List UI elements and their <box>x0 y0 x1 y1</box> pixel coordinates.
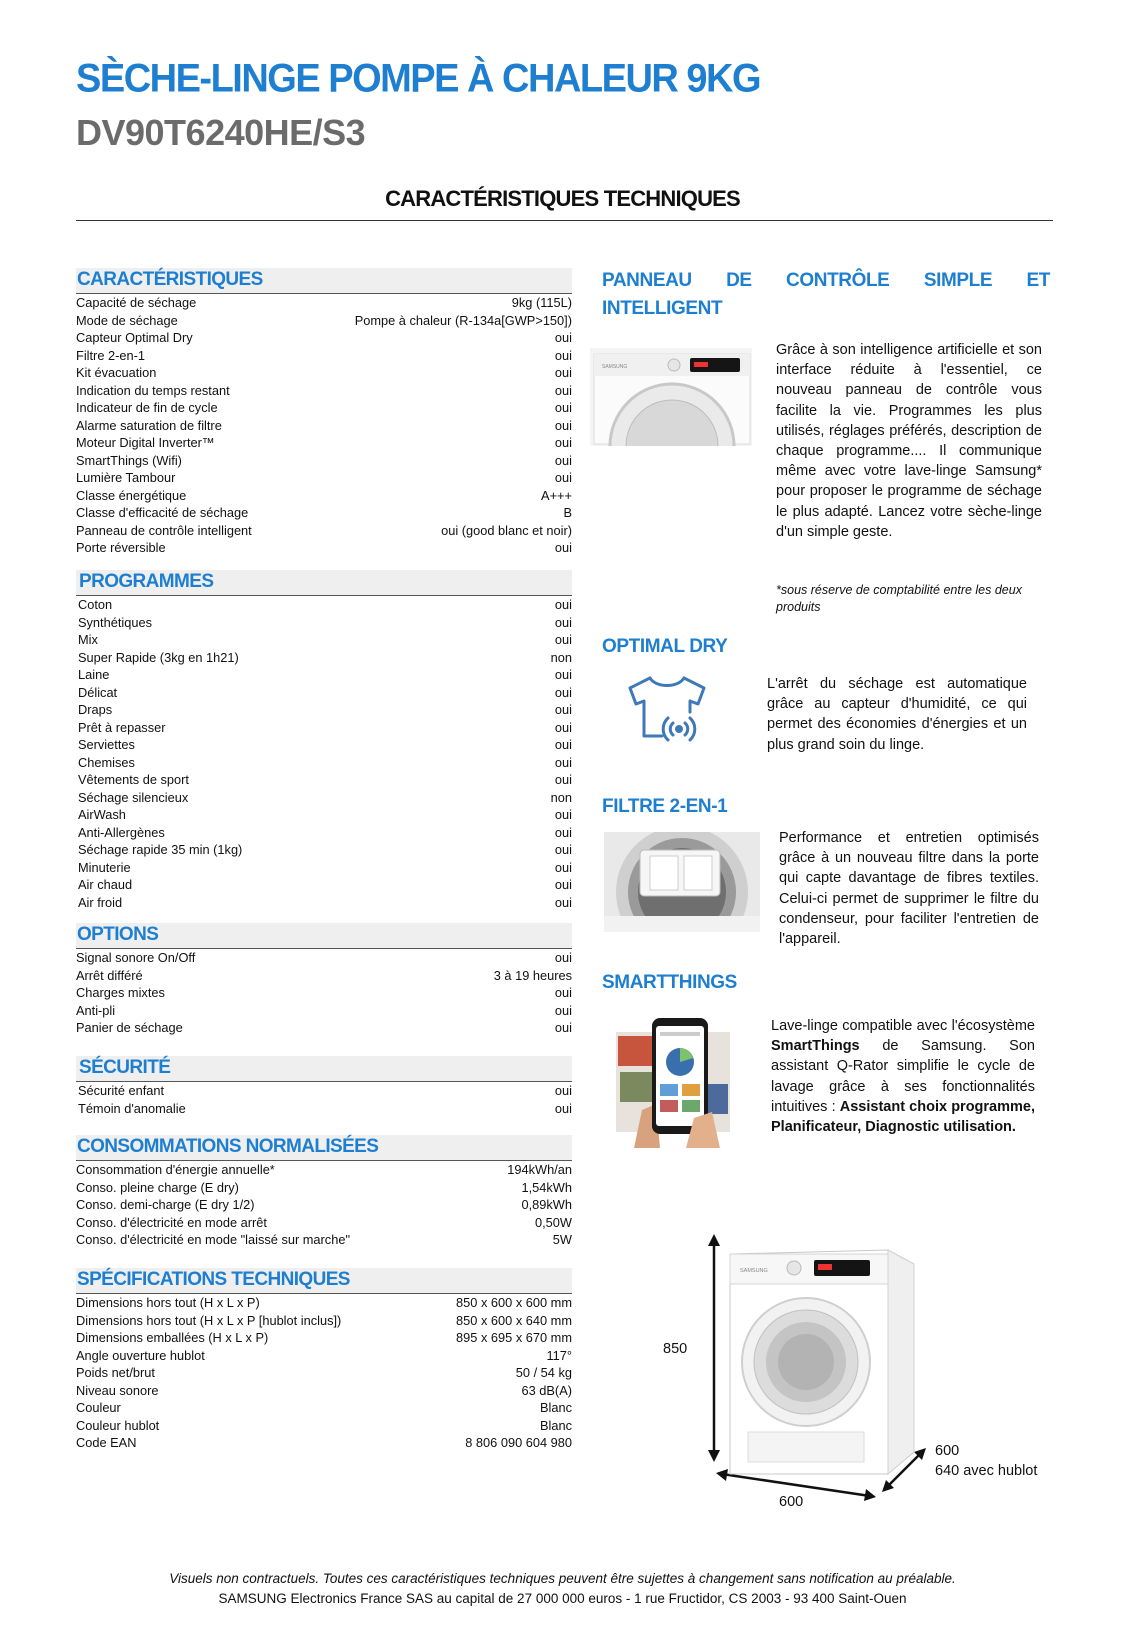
spec-label: Arrêt différé <box>76 967 143 983</box>
spec-value: oui <box>554 417 572 433</box>
spec-row <box>76 1082 572 1100</box>
spec-row <box>76 967 572 985</box>
smartthings-features: Assistant choix programme, Planificateur, Diagnostic utilisation. <box>771 1098 1035 1136</box>
spec-label: Dimensions emballées (H x L x P) <box>76 1330 269 1345</box>
spec-label: Signal sonore On/Off <box>76 950 196 965</box>
feature-title-filtre: FILTRE 2-EN-1 <box>602 796 728 817</box>
spec-row <box>76 754 572 772</box>
spec-label: Angle ouverture hublot <box>76 1347 205 1363</box>
feature-title-panneau: PANNEAU DE CONTRÔLE SIMPLE ET INTELLIGENT <box>602 270 1050 319</box>
spec-label: Dimensions hors tout (H x L x P) <box>76 1295 260 1310</box>
feature-text-smartthings <box>771 1016 1035 1137</box>
spec-value: oui <box>554 667 572 682</box>
spec-label: Air chaud <box>78 877 133 892</box>
spec-label: Mode de séchage <box>76 312 178 328</box>
spec-label: Séchage silencieux <box>78 789 189 805</box>
spec-value: oui <box>554 985 572 1000</box>
spec-label: Classe énergétique <box>76 487 187 503</box>
spec-row <box>76 1161 572 1179</box>
spec-value: oui <box>554 597 572 612</box>
section-title: PROGRAMMES <box>79 571 214 592</box>
spec-label: Panneau de contrôle intelligent <box>76 522 252 538</box>
spec-value: oui <box>554 684 572 700</box>
spec-label: Niveau sonore <box>76 1382 159 1398</box>
spec-label: Air froid <box>78 894 123 910</box>
section-specifications <box>76 1268 572 1452</box>
spec-value: non <box>550 649 572 665</box>
spec-row <box>76 1312 572 1330</box>
spec-value: 117° <box>546 1347 572 1363</box>
section-header <box>76 268 572 294</box>
feature-title-smartthings: SMARTTHINGS <box>602 972 737 993</box>
tshirt-sensor-icon <box>624 672 710 744</box>
spec-label: Vêtements de sport <box>78 772 189 787</box>
spec-value: 0,50W <box>535 1214 572 1230</box>
section-caracteristiques <box>76 268 572 557</box>
spec-value: oui <box>554 400 572 415</box>
section-programmes <box>76 570 572 911</box>
spec-label: Conso. demi-charge (E dry 1/2) <box>76 1197 255 1212</box>
spec-row <box>76 469 572 487</box>
spec-label: Conso. d'électricité en mode "laissé sur marche" <box>76 1232 350 1247</box>
spec-row <box>76 984 572 1002</box>
spec-label: Lumière Tambour <box>76 470 176 485</box>
spec-row <box>76 417 572 435</box>
spec-value: oui <box>554 614 572 630</box>
feature-text-filtre: Performance et entretien optimisés grâce à un nouveau filtre dans la porte qui capte davantage de fibres textiles. Celui-ci permet de supprimer le filtre du condenseur, pour faciliter l'entretien de l'appareil. <box>779 830 1039 948</box>
section-title: OPTIONS <box>77 924 159 945</box>
spec-value: oui <box>554 632 572 647</box>
spec-row <box>76 434 572 452</box>
spec-value: oui <box>554 737 572 752</box>
section-header <box>76 923 572 949</box>
spec-row <box>76 452 572 470</box>
smartthings-text-2: de Samsung. Son assistant Q-Rator simplifie le cycle de lavage grâce à ses fonctionnalités intuitives : <box>771 1038 1035 1115</box>
spec-value: oui <box>554 1020 572 1035</box>
spec-row <box>76 1100 572 1118</box>
spec-value: oui <box>554 382 572 398</box>
spec-value: non <box>550 789 572 805</box>
spec-value: oui <box>554 435 572 450</box>
spec-row <box>76 382 572 400</box>
spec-value: A+++ <box>541 487 572 503</box>
spec-row <box>76 1231 572 1249</box>
spec-value: oui <box>554 540 572 555</box>
spec-row <box>76 894 572 912</box>
spec-value: Pompe à chaleur (R-134a[GWP>150]) <box>354 312 572 328</box>
spec-row <box>76 1179 572 1197</box>
spec-row <box>76 1002 572 1020</box>
svg-text:SAMSUNG: SAMSUNG <box>602 364 628 370</box>
spec-label: Conso. pleine charge (E dry) <box>76 1179 239 1195</box>
spec-label: Conso. d'électricité en mode arrêt <box>76 1214 267 1230</box>
spec-row <box>76 1399 572 1417</box>
feature-text-optimal-dry: L'arrêt du séchage est automatique grâce au capteur d'humidité, ce qui permet des économies d'énergies et un plus grand soin du linge. <box>767 676 1027 753</box>
spec-row <box>76 666 572 684</box>
spec-row <box>76 1196 572 1214</box>
spec-value: 9kg (115L) <box>511 295 572 310</box>
spec-label: Anti-pli <box>76 1002 116 1018</box>
spec-label: Classe d'efficacité de séchage <box>76 505 249 520</box>
spec-list <box>76 1082 572 1117</box>
spec-value: Blanc <box>539 1417 572 1433</box>
section-header <box>76 1056 572 1082</box>
spec-value: oui <box>554 365 572 380</box>
spec-label: Capteur Optimal Dry <box>76 330 193 345</box>
spec-label: Dimensions hors tout (H x L x P [hublot inclus]) <box>76 1312 342 1328</box>
filter-photo <box>604 832 760 932</box>
spec-label: Serviettes <box>78 737 135 752</box>
spec-label: Alarme saturation de filtre <box>76 417 222 433</box>
spec-value: oui <box>554 1083 572 1098</box>
spec-value: 850 x 600 x 600 mm <box>456 1295 572 1310</box>
spec-value: oui (good blanc et noir) <box>441 522 572 538</box>
spec-label: Code EAN <box>76 1435 137 1450</box>
spec-value: 895 x 695 x 670 mm <box>456 1330 572 1345</box>
spec-row <box>76 789 572 807</box>
spec-value: oui <box>554 470 572 485</box>
spec-list <box>76 294 572 557</box>
spec-label: Poids net/brut <box>76 1365 155 1380</box>
spec-value: oui <box>554 754 572 770</box>
feature-title-optimal-dry: OPTIMAL DRY <box>602 636 728 657</box>
spec-label: Panier de séchage <box>76 1020 183 1035</box>
feature-note-panneau: *sous réserve de comptabilité entre les deux produits <box>776 583 1022 614</box>
page-title: SÈCHE-LINGE POMPE À CHALEUR 9KG <box>76 56 761 102</box>
spec-row <box>76 522 572 540</box>
section-title: SPÉCIFICATIONS TECHNIQUES <box>77 1269 350 1290</box>
dryer-dimension-drawing <box>690 1234 940 1504</box>
spec-label: Porte réversible <box>76 540 166 555</box>
section-header <box>76 570 572 596</box>
section-consommations <box>76 1135 572 1249</box>
spec-label: Coton <box>78 597 113 612</box>
spec-row <box>76 1329 572 1347</box>
section-header <box>76 1135 572 1161</box>
spec-row <box>76 736 572 754</box>
spec-row <box>76 347 572 365</box>
spec-row <box>76 684 572 702</box>
spec-row <box>76 364 572 382</box>
spec-list <box>76 1294 572 1452</box>
section-header <box>76 1268 572 1294</box>
section-securite <box>76 1056 572 1117</box>
spec-label: Laine <box>78 667 110 682</box>
spec-value: oui <box>554 824 572 840</box>
spec-label: Séchage rapide 35 min (1kg) <box>78 842 243 857</box>
spec-label: Charges mixtes <box>76 985 165 1000</box>
spec-value: oui <box>554 950 572 965</box>
footer-company: SAMSUNG Electronics France SAS au capital de 27 000 000 euros - 1 rue Fructidor, CS 2003 - 93 400 Saint-Ouen <box>218 1591 907 1606</box>
feature-text-panneau: Grâce à son intelligence artificielle et son interface réduite à l'essentiel, ce nouveau panneau de contrôle vous facilite la vie. Programmes les plus utilisés, réglages préférés, description de chaque programme.... Il communique même avec votre lave-linge Samsung* pour proposer le programme de séchage le plus adapté. Lancez votre sèche-linge d'un simple geste. <box>776 342 1042 540</box>
spec-label: Moteur Digital Inverter™ <box>76 435 215 450</box>
spec-row <box>76 1347 572 1365</box>
spec-row <box>76 614 572 632</box>
spec-label: Couleur hublot <box>76 1417 160 1433</box>
spec-row <box>76 649 572 667</box>
spec-value: oui <box>554 772 572 787</box>
section-title: CONSOMMATIONS NORMALISÉES <box>77 1136 379 1157</box>
spec-row <box>76 719 572 737</box>
spec-value: oui <box>554 1002 572 1018</box>
spec-value: oui <box>554 347 572 363</box>
spec-label: Chemises <box>78 754 135 770</box>
model-number: DV90T6240HE/S3 <box>76 112 366 153</box>
dimension-width: 600 <box>779 1494 804 1510</box>
dimension-depth-hublot: 640 avec hublot <box>935 1463 1038 1479</box>
spec-row <box>76 1434 572 1452</box>
spec-label: Sécurité enfant <box>78 1083 165 1098</box>
spec-value: oui <box>554 719 572 735</box>
spec-row <box>76 504 572 522</box>
spec-value: oui <box>554 1100 572 1116</box>
spec-value: 3 à 19 heures <box>493 967 572 983</box>
spec-value: oui <box>554 807 572 822</box>
spec-label: Minuterie <box>78 859 131 875</box>
dimension-height: 850 <box>663 1341 688 1357</box>
spec-value: Blanc <box>539 1400 572 1415</box>
spec-label: Témoin d'anomalie <box>78 1100 186 1116</box>
spec-value: oui <box>554 859 572 875</box>
spec-value: oui <box>554 702 572 717</box>
spec-row <box>76 1364 572 1382</box>
spec-row <box>76 399 572 417</box>
spec-row <box>76 596 572 614</box>
spec-value: 194kWh/an <box>507 1162 572 1177</box>
spec-value: 63 dB(A) <box>521 1382 572 1398</box>
spec-row <box>76 841 572 859</box>
spec-value: 1,54kWh <box>521 1179 572 1195</box>
spec-row <box>76 806 572 824</box>
spec-label: Consommation d'énergie annuelle* <box>76 1162 275 1177</box>
page-subtitle: CARACTÉRISTIQUES TECHNIQUES <box>385 186 740 211</box>
smartthings-text-1: Lave-linge compatible avec l'écosystème <box>771 1018 1035 1034</box>
spec-row <box>76 876 572 894</box>
spec-row <box>76 1382 572 1400</box>
spec-list <box>76 949 572 1037</box>
spec-row <box>76 701 572 719</box>
spec-label: Délicat <box>78 684 118 700</box>
spec-list <box>76 1161 572 1249</box>
spec-label: Couleur <box>76 1400 121 1415</box>
spec-row <box>76 859 572 877</box>
section-title: CARACTÉRISTIQUES <box>77 269 263 290</box>
section-options <box>76 923 572 1037</box>
spec-label: Anti-Allergènes <box>78 824 165 840</box>
spec-row <box>76 771 572 789</box>
spec-value: oui <box>554 842 572 857</box>
spec-value: oui <box>554 877 572 892</box>
spec-label: SmartThings (Wifi) <box>76 452 182 468</box>
spec-value: oui <box>554 894 572 910</box>
spec-label: Draps <box>78 702 113 717</box>
spec-row <box>76 294 572 312</box>
spec-value: 8 806 090 604 980 <box>465 1435 572 1450</box>
spec-value: 5W <box>552 1232 572 1247</box>
spec-label: Synthétiques <box>78 614 152 630</box>
spec-label: Indicateur de fin de cycle <box>76 400 218 415</box>
spec-label: Capacité de séchage <box>76 295 197 310</box>
spec-label: Mix <box>78 632 98 647</box>
footer-disclaimer: Visuels non contractuels. Toutes ces caractéristiques techniques peuvent être sujettes à changement sans notification au préalable. <box>169 1571 956 1586</box>
smartthings-brand: SmartThings <box>771 1038 860 1055</box>
spec-value: 0,89kWh <box>521 1197 572 1212</box>
spec-row <box>76 1294 572 1312</box>
spec-list <box>76 596 572 911</box>
svg-text:SAMSUNG: SAMSUNG <box>740 1268 768 1274</box>
spec-row <box>76 1417 572 1435</box>
spec-row <box>76 1019 572 1037</box>
spec-value: 850 x 600 x 640 mm <box>456 1312 572 1328</box>
spec-value: B <box>563 505 572 520</box>
spec-row <box>76 949 572 967</box>
spec-row <box>76 329 572 347</box>
spec-value: oui <box>554 452 572 468</box>
spec-value: oui <box>554 330 572 345</box>
spec-row <box>76 824 572 842</box>
spec-label: Indication du temps restant <box>76 382 230 398</box>
spec-row <box>76 539 572 557</box>
spec-value: 50 / 54 kg <box>515 1365 572 1380</box>
spec-label: Kit évacuation <box>76 365 157 380</box>
dryer-panel-image <box>590 348 752 446</box>
spec-row <box>76 487 572 505</box>
dimension-depth: 600 <box>935 1443 960 1459</box>
spec-row <box>76 631 572 649</box>
header-divider <box>76 220 1053 221</box>
spec-label: Super Rapide (3kg en 1h21) <box>78 649 239 665</box>
spec-label: AirWash <box>78 807 126 822</box>
spec-label: Filtre 2-en-1 <box>76 347 145 363</box>
smartphone-app-photo <box>616 1014 730 1148</box>
section-title: SÉCURITÉ <box>79 1057 171 1078</box>
spec-label: Prêt à repasser <box>78 719 166 735</box>
spec-row <box>76 1214 572 1232</box>
spec-row <box>76 312 572 330</box>
